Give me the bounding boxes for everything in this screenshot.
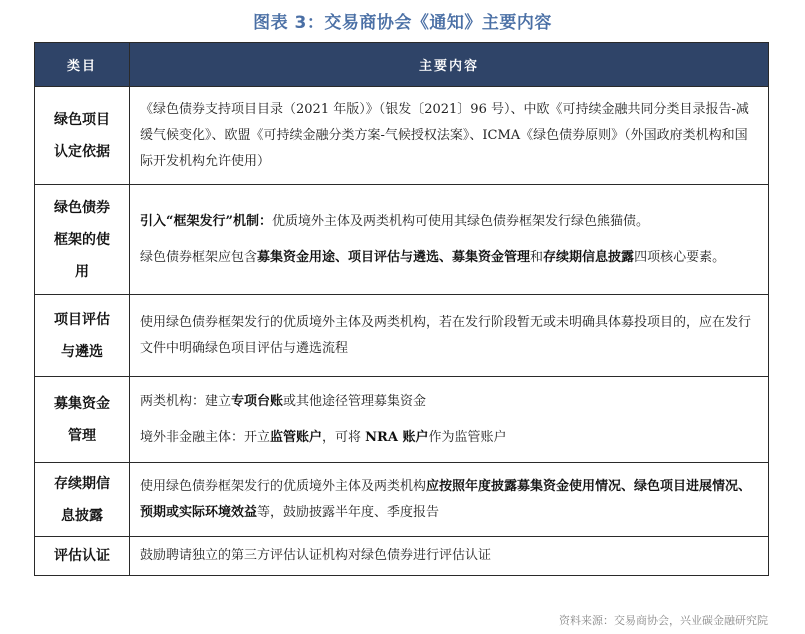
table-row — [35, 377, 769, 463]
emphasis-text: 监管账户 — [270, 429, 323, 445]
row-category — [35, 463, 130, 537]
source-note: 资料来源：交易商协会，兴业碳金融研究院 — [559, 614, 768, 627]
body-text: 或其他途径管理募集资金 — [283, 393, 427, 409]
header-content: 主要内容 — [130, 43, 769, 87]
row-content — [130, 537, 769, 576]
row-content — [130, 463, 769, 537]
category-line: 存续期信 — [54, 475, 110, 492]
content-paragraph — [140, 245, 760, 271]
body-text: 等，鼓励披露半年度、季度报告 — [257, 504, 440, 520]
category-line: 绿色债券 — [54, 199, 110, 216]
table-row — [35, 185, 769, 295]
header-category: 类目 — [35, 43, 130, 87]
table-body — [35, 87, 769, 576]
body-text: 使用绿色债券框架发行的优质境外主体及两类机构，若在发行阶段暂无或未明确具体募投项目的，应在发行文件中明确绿色项目评估与遴选流程 — [140, 314, 752, 356]
category-line: 框架的使 — [54, 231, 110, 248]
body-text: 使用绿色债券框架发行的优质境外主体及两类机构 — [140, 478, 427, 494]
row-content — [130, 185, 769, 295]
body-text: 鼓励聘请独立的第三方评估认证机构对绿色债券进行评估认证 — [140, 548, 492, 563]
content-table — [34, 42, 769, 576]
row-category — [35, 537, 130, 576]
category-line: 管理 — [68, 427, 96, 444]
body-text: 作为监管账户 — [428, 429, 507, 445]
table-row — [35, 463, 769, 537]
category-line: 与遴选 — [61, 343, 103, 360]
row-category — [35, 185, 130, 295]
table-row — [35, 295, 769, 377]
emphasis-text: 募集资金用途、项目评估与遴选、募集资金管理 — [257, 249, 531, 265]
category-line: 绿色项目 — [54, 111, 110, 128]
row-content — [130, 295, 769, 377]
emphasis-text: NRA 账户 — [365, 429, 429, 445]
body-text: 《绿色债券支持项目目录（2021 年版）》（银发〔2021〕96 号）、中欧《可持续金融共同分类目录报告-减缓气候变化》、欧盟《可持续金融分类方案-气候授权法案》、ICMA《绿色债券原则》（外国政府类机构和国际开发机构允许使用） — [140, 101, 749, 169]
body-text: 绿色债券框架应包含 — [140, 249, 258, 265]
content-paragraph — [140, 310, 760, 362]
content-paragraph — [140, 543, 760, 569]
body-text: 四项核心要素。 — [634, 249, 726, 265]
body-text: ，可将 — [322, 429, 366, 445]
content-paragraph — [140, 425, 760, 451]
content-paragraph — [140, 474, 760, 526]
row-category — [35, 295, 130, 377]
row-category — [35, 87, 130, 185]
content-paragraph — [140, 209, 760, 235]
category-line: 认定依据 — [54, 143, 110, 160]
body-text: 境外非金融主体：开立 — [140, 429, 271, 445]
row-content — [130, 87, 769, 185]
figure-title: 图表 3：交易商协会《通知》主要内容 — [253, 13, 552, 33]
category-line: 项目评估 — [54, 311, 110, 328]
body-text: 和 — [530, 249, 544, 265]
body-text: 优质境外主体及两类机构可使用其绿色债券框架发行绿色熊猫债。 — [271, 213, 649, 229]
table-header-row — [35, 43, 769, 87]
content-paragraph — [140, 97, 760, 175]
category-line: 评估认证 — [54, 548, 110, 564]
emphasis-text: 专项台账 — [231, 393, 284, 409]
emphasis-text: 应按照年度披露募集资金使用情况、绿色项目进展情况、预期或实际环境效益 — [140, 478, 752, 520]
category-line: 息披露 — [61, 507, 103, 524]
table-row — [35, 87, 769, 185]
body-text: 两类机构：建立 — [140, 393, 232, 409]
content-paragraph — [140, 389, 760, 415]
table-row — [35, 537, 769, 576]
row-content — [130, 377, 769, 463]
emphasis-text: 存续期信息披露 — [543, 249, 635, 265]
emphasis-text: 引入“框架发行”机制： — [140, 213, 272, 229]
category-line: 用 — [75, 263, 89, 280]
category-line: 募集资金 — [54, 395, 110, 412]
row-category — [35, 377, 130, 463]
